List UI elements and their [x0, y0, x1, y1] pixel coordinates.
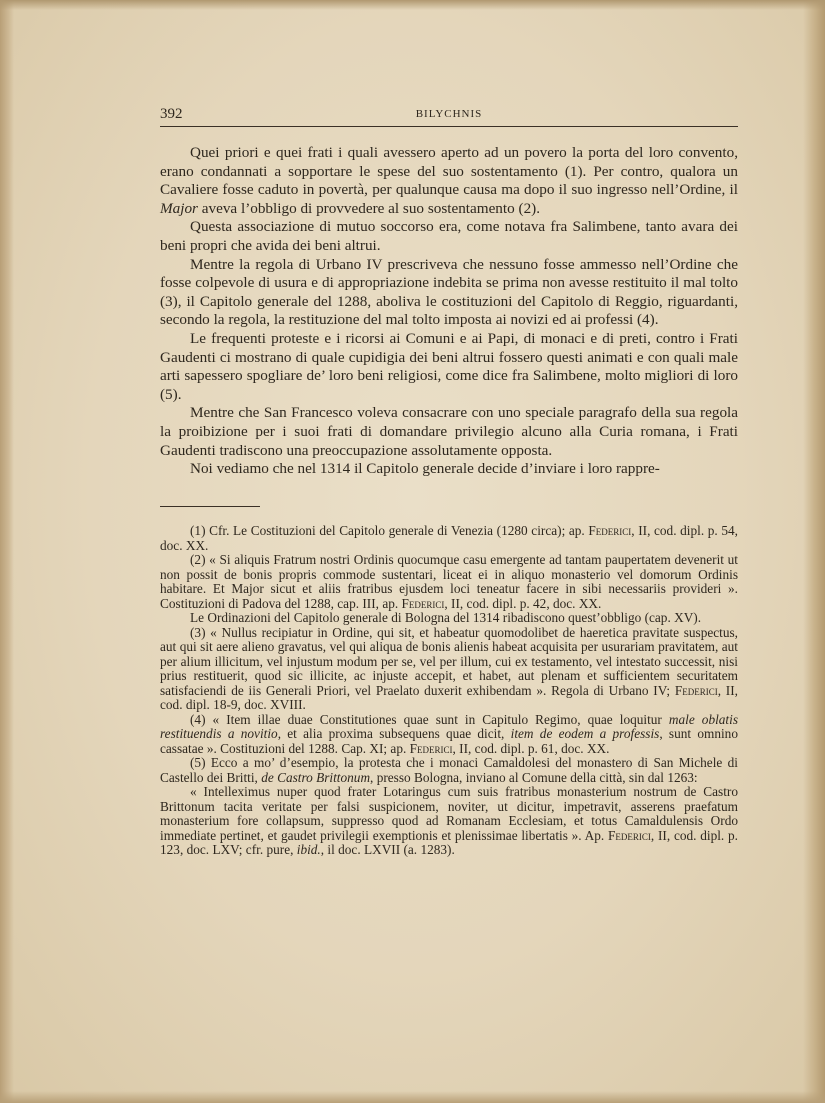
page-edge-shadow-left [0, 0, 14, 1103]
footnote-text: , il doc. LXVII (a. 1283). [320, 842, 455, 857]
footnote-2 [160, 553, 738, 611]
footnotes [160, 524, 738, 858]
footnote-5 [160, 756, 738, 785]
body-paragraph: Questa associazione di mutuo soccorso era, come notava fra Salimbene, tanto avara dei beni propri che avida dei beni altrui. [160, 218, 738, 254]
footnote-text: , II, cod. dipl. 18-9, doc. XVIII. [160, 682, 738, 712]
footnote-2-continuation: Le Ordinazioni del Capitolo generale di Bologna del 1314 ribadiscono quest’obbligo (cap. XV). [190, 610, 702, 625]
footnote-5-quotation [160, 785, 738, 858]
footnote-text: , et alia proxima subsequens quae dicit, [277, 726, 511, 741]
footnote-text: , II, cod. dipl. p. 61, doc. XX. [452, 740, 610, 756]
footnote-3 [160, 626, 738, 713]
footnote-separator [160, 506, 260, 507]
body-paragraph: Mentre la regola di Urbano IV prescriveva che nessuno fosse ammesso nell’Ordine che fosse colpevole di usura e di appropriazione indebita se prima non avesse restituito il mal tolto (3), il Capitolo generale del 1288, aboliva le costituzioni del Capitolo di Reggio, riguardanti, secondo la regola, la restituzione del mal tolto imposta ai novizi ed ai professi (4). [160, 255, 738, 329]
page-number: 392 [160, 106, 183, 122]
footnote-text: (5) Ecco a mo’ d’esempio, la protesta che i monaci Camaldolesi del monastero di San Michele di Castello dei Britti, [160, 755, 738, 785]
author-smallcaps: Federici [401, 595, 445, 611]
footnote-text: , presso Bologna, inviano al Comune della città, sin dal 1263: [370, 769, 698, 785]
footnote-text: , sunt omnino cassatae ». Costituzioni del 1288. Cap. XI; ap. [160, 726, 738, 756]
main-text [160, 144, 738, 479]
body-text-italic: Major [160, 199, 198, 217]
author-smallcaps: Federici [608, 827, 651, 843]
footnote-text: , II, cod. dipl. p. 42, doc. XX. [444, 595, 602, 611]
body-text-segment: Quei priori e quei frati i quali avessero aperto ad un povero la porta del loro convento, erano condannati a sopportare le spese del suo sostentamento (1). Per contro, qualora un Cavaliere fosse caduto in povertà, per qualunque causa ma dopo il suo ingresso nell’Ordine, il [160, 144, 738, 199]
page-edge-shadow-bottom [0, 1091, 825, 1103]
body-text-segment: aveva l’obbligo di provvedere al suo sostentamento (2). [197, 199, 541, 217]
footnote-text: (1) Cfr. Le Costituzioni del Capitolo generale di Venezia (1280 circa); ap. [190, 523, 589, 538]
author-smallcaps: Federici [588, 523, 632, 538]
footnote-italic: de Castro Brittonum [261, 769, 371, 785]
footnote-italic: ibid. [296, 842, 321, 857]
footnote-text: , II, cod. dipl. p. 54, doc. XX. [160, 523, 738, 553]
author-smallcaps: Federici [674, 682, 718, 698]
footnote-text: , II, cod. dipl. p. 123, doc. LXV; cfr. pure, [160, 827, 738, 857]
body-paragraph [160, 144, 738, 218]
page-edge-shadow-right [803, 0, 825, 1103]
page-edge-shadow-top [0, 0, 825, 10]
author-smallcaps: Federici [409, 740, 453, 756]
header-rule [160, 126, 738, 127]
footnote-text: (4) « Item illae duae Constitutiones quae sunt in Capitulo Regimo, quae loquitur [190, 711, 669, 727]
footnote-italic: item de eodem a professis [510, 726, 660, 741]
footnote-text: (2) « Si aliquis Fratrum nostri Ordinis quocumque casu emergente ad tantam paupertatem devenerit ut non possit de bonis propris commode sustentari, liceat ei in aliquo monasterio vel domorum Ordinis habitare. Et Major sicut et aliis fratribus ejusdem loci teneatur facere in sibi necessariis provideri ». Costituzioni di Padova del 1288, cap. III, ap. [160, 552, 738, 611]
footnote-italic: male oblatis restituendis a novitio [160, 711, 738, 741]
footnote-1 [160, 524, 738, 553]
body-paragraph: Mentre che San Francesco voleva consacrare con uno speciale paragrafo della sua regola la proibizione per i suoi frati di domandare privilegio alcuno alla Curia romana, i Frati Gaudenti tradiscono una preoccupazione assolutamente opposta. [160, 404, 738, 459]
body-paragraph: Noi vediamo che nel 1314 il Capitolo generale decide d’inviare i loro rappre- [190, 460, 660, 478]
running-head: BILYCHNIS [415, 108, 483, 120]
footnote-text: « Intelleximus nuper quod frater Lotaringus cum suis fratribus monasterium nostrum de Castro Brittonum tacita veritate per falsi suspicionem, noviter, ut dicitur, impetravit, asserens praefatum monasterium fore collapsum, suppresso quod ad Romanam Ecclesiam, et totus Camaldulensis Ordo immediate pertinet, et gaudet privilegii exemptionis et plenissimae libertatis ». Ap. [160, 784, 738, 843]
footnote-text: (3) « Nullus recipiatur in Ordine, qui sit, et habeatur quomodolibet de haeretica pravitate suspectus, aut qui sit aere alieno gravatus, vel qui aliqua de bonis alienis habeat acquisita per usurariam pravitatem, aut per alium illicitum, vel injustum modum per se, vel per illum, cui ex testamento, vel intestato successit, nisi prius restituerit, quod sic illicite, ac injuste accepit, et habet, aut plenam et sufficientem securitatem satisfaciendi de iis Generali Priori, vel Praelato duxerit exhibendam ». Regola di Urbano IV; [160, 624, 738, 698]
footnote-4 [160, 713, 738, 757]
body-paragraph: Le frequenti proteste e i ricorsi ai Comuni e ai Papi, di monaci e di preti, contro i Frati Gaudenti ci mostrano di quale cupidigia dei beni altrui fossero questi animati e con quali male arti sapessero spogliare de’ loro beni religiosi, come dice fra Salimbene, molto migliori di loro (5). [160, 329, 738, 403]
page-header [160, 104, 738, 128]
